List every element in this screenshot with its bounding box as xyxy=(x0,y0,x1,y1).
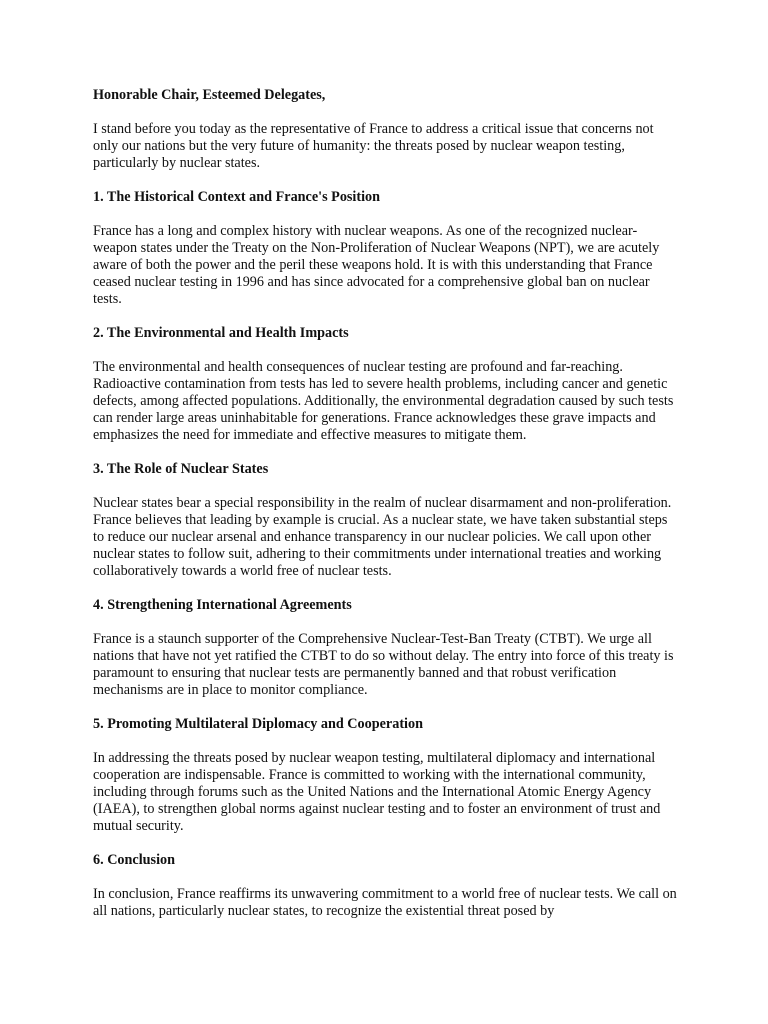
section-heading-historical-context: 1. The Historical Context and France's Position xyxy=(93,189,381,205)
salutation: Honorable Chair, Esteemed Delegates, xyxy=(93,87,326,103)
section-heading-environmental-health: 2. The Environmental and Health Impacts xyxy=(93,325,349,341)
section-body-historical-context: France has a long and complex history with nuclear weapons. As one of the recognized nuclear-weapon states under the Treaty on the Non-Proliferation of Nuclear Weapons (NPT), we are acutely aware of both the power and the peril these weapons hold. It is with this understanding that France ceased nuclear testing in 1996 and has since advocated for a comprehensive global ban on nuclear tests. xyxy=(93,223,660,307)
section-body-conclusion: In conclusion, France reaffirms its unwavering commitment to a world free of nuclear tests. We call on all nations, particularly nuclear states, to recognize the existential threat posed by xyxy=(93,886,677,919)
section-heading-role-of-nuclear-states: 3. The Role of Nuclear States xyxy=(93,461,269,477)
section-body-multilateral-diplomacy: In addressing the threats posed by nuclear weapon testing, multilateral diplomacy and international cooperation are indispensable. France is committed to working with the international community, including through forums such as the United Nations and the International Atomic Energy Agency (IAEA), to strengthen global norms against nuclear testing and to foster an environment of trust and mutual security. xyxy=(93,750,661,834)
section-body-role-of-nuclear-states: Nuclear states bear a special responsibility in the realm of nuclear disarmament and non-proliferation. France believes that leading by example is crucial. As a nuclear state, we have taken substantial steps to reduce our nuclear arsenal and enhance transparency in our nuclear policies. We call upon other nuclear states to follow suit, adhering to their commitments under international treaties and working collaboratively towards a world free of nuclear tests. xyxy=(93,495,672,579)
section-heading-conclusion: 6. Conclusion xyxy=(93,852,175,868)
section-body-environmental-health: The environmental and health consequences of nuclear testing are profound and far-reaching. Radioactive contamination from tests has led to severe health problems, including cancer and genetic defects, among affected populations. Additionally, the environmental degradation caused by such tests can render large areas uninhabitable for generations. France acknowledges these grave impacts and emphasizes the need for immediate and effective measures to mitigate them. xyxy=(93,359,674,443)
intro-paragraph: I stand before you today as the representative of France to address a critical issue that concerns not only our nations but the very future of humanity: the threats posed by nuclear weapon testing, particularly by nuclear states. xyxy=(93,121,654,171)
section-heading-multilateral-diplomacy: 5. Promoting Multilateral Diplomacy and Cooperation xyxy=(93,716,423,732)
section-heading-international-agreements: 4. Strengthening International Agreements xyxy=(93,597,352,613)
document-body xyxy=(93,87,677,937)
section-body-international-agreements: France is a staunch supporter of the Comprehensive Nuclear-Test-Ban Treaty (CTBT). We urge all nations that have not yet ratified the CTBT to do so without delay. The entry into force of this treaty is paramount to ensuring that nuclear tests are permanently banned and that robust verification mechanisms are in place to monitor compliance. xyxy=(93,631,674,698)
